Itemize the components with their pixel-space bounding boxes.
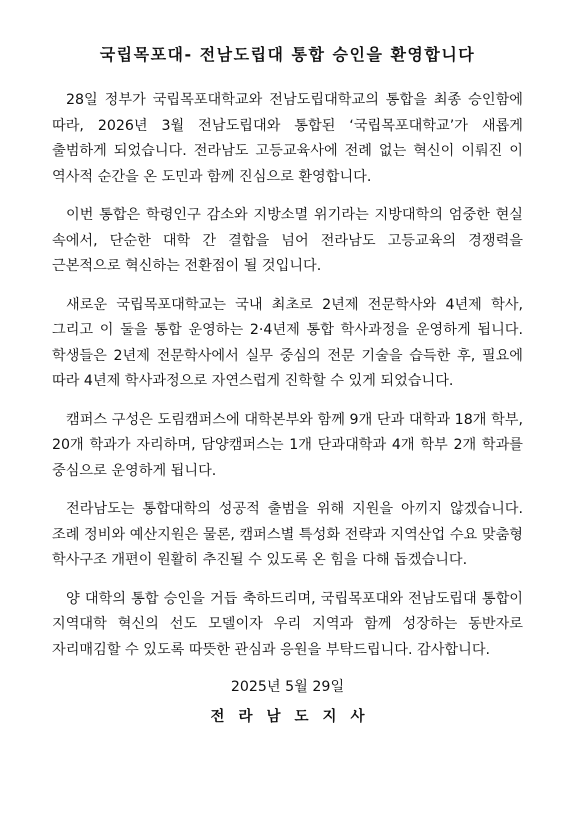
- paragraph-provincial-support: 전라남도는 통합대학의 성공적 출범을 위해 지원을 아끼지 않겠습니다. 조례 정비와 예산지원은 물론, 캠퍼스별 특성화 전략과 지역산업 수요 맞춤형 학사구조 개편이 원활히 추진될 수 있도록 온 힘을 다해 돕겠습니다.: [52, 501, 523, 568]
- document-date: 2025년 5월 29일: [230, 679, 345, 695]
- signer-title: 전라남도지사: [210, 709, 379, 725]
- paragraph-closing: 양 대학의 통합 승인을 거듭 축하드리며, 국립목포대와 전남도립대 통합이 지역대학 혁신의 선도 모델이자 우리 지역과 함께 성장하는 동반자로 자리매김할 수 있도록 따뜻한 관심과 응원을 부탁드립니다. 감사합니다.: [52, 590, 523, 658]
- paragraph-approval: 28일 정부가 국립목포대학교와 전남도립대학교의 통합을 최종 승인함에 따라, 2026년 3월 전남도립대와 통합된 ‘국립목포대학교’가 새롭게 출범하게 되었습니다. 전라남도 고등교육사에 전례 없는 혁신이 이뤄진 이 역사적 순간을 온 도민과 함께 진심으로 환영합니다.: [52, 92, 523, 185]
- document-title: 국립목포대- 전남도립대 통합 승인을 환영합니다: [99, 45, 476, 64]
- paragraph-significance: 이번 통합은 학령인구 감소와 지방소멸 위기라는 지방대학의 엄중한 현실 속에서, 단순한 대학 간 결합을 넘어 전라남도 고등교육의 경쟁력을 근본적으로 혁신하는 전환점이 될 것입니다.: [52, 207, 523, 274]
- paragraph-degree-programs: 새로운 국립목포대학교는 국내 최초로 2년제 전문학사와 4년제 학사, 그리고 이 둘을 통합 운영하는 2·4년제 통합 학사과정을 운영하게 됩니다. 학생들은 2년제 전문학사에서 실무 중심의 전문 기술을 습득한 후, 필요에 따라 4년제 학사과정으로 자연스럽게 진학할 수 있게 되었습니다.: [52, 296, 523, 389]
- paragraph-campus-structure: 캠퍼스 구성은 도림캠퍼스에 대학본부와 함께 9개 단과 대학과 18개 학부, 20개 학과가 자리하며, 담양캠퍼스는 1개 단과대학과 4개 학부 2개 학과를 중심으로 운영하게 됩니다.: [52, 411, 523, 479]
